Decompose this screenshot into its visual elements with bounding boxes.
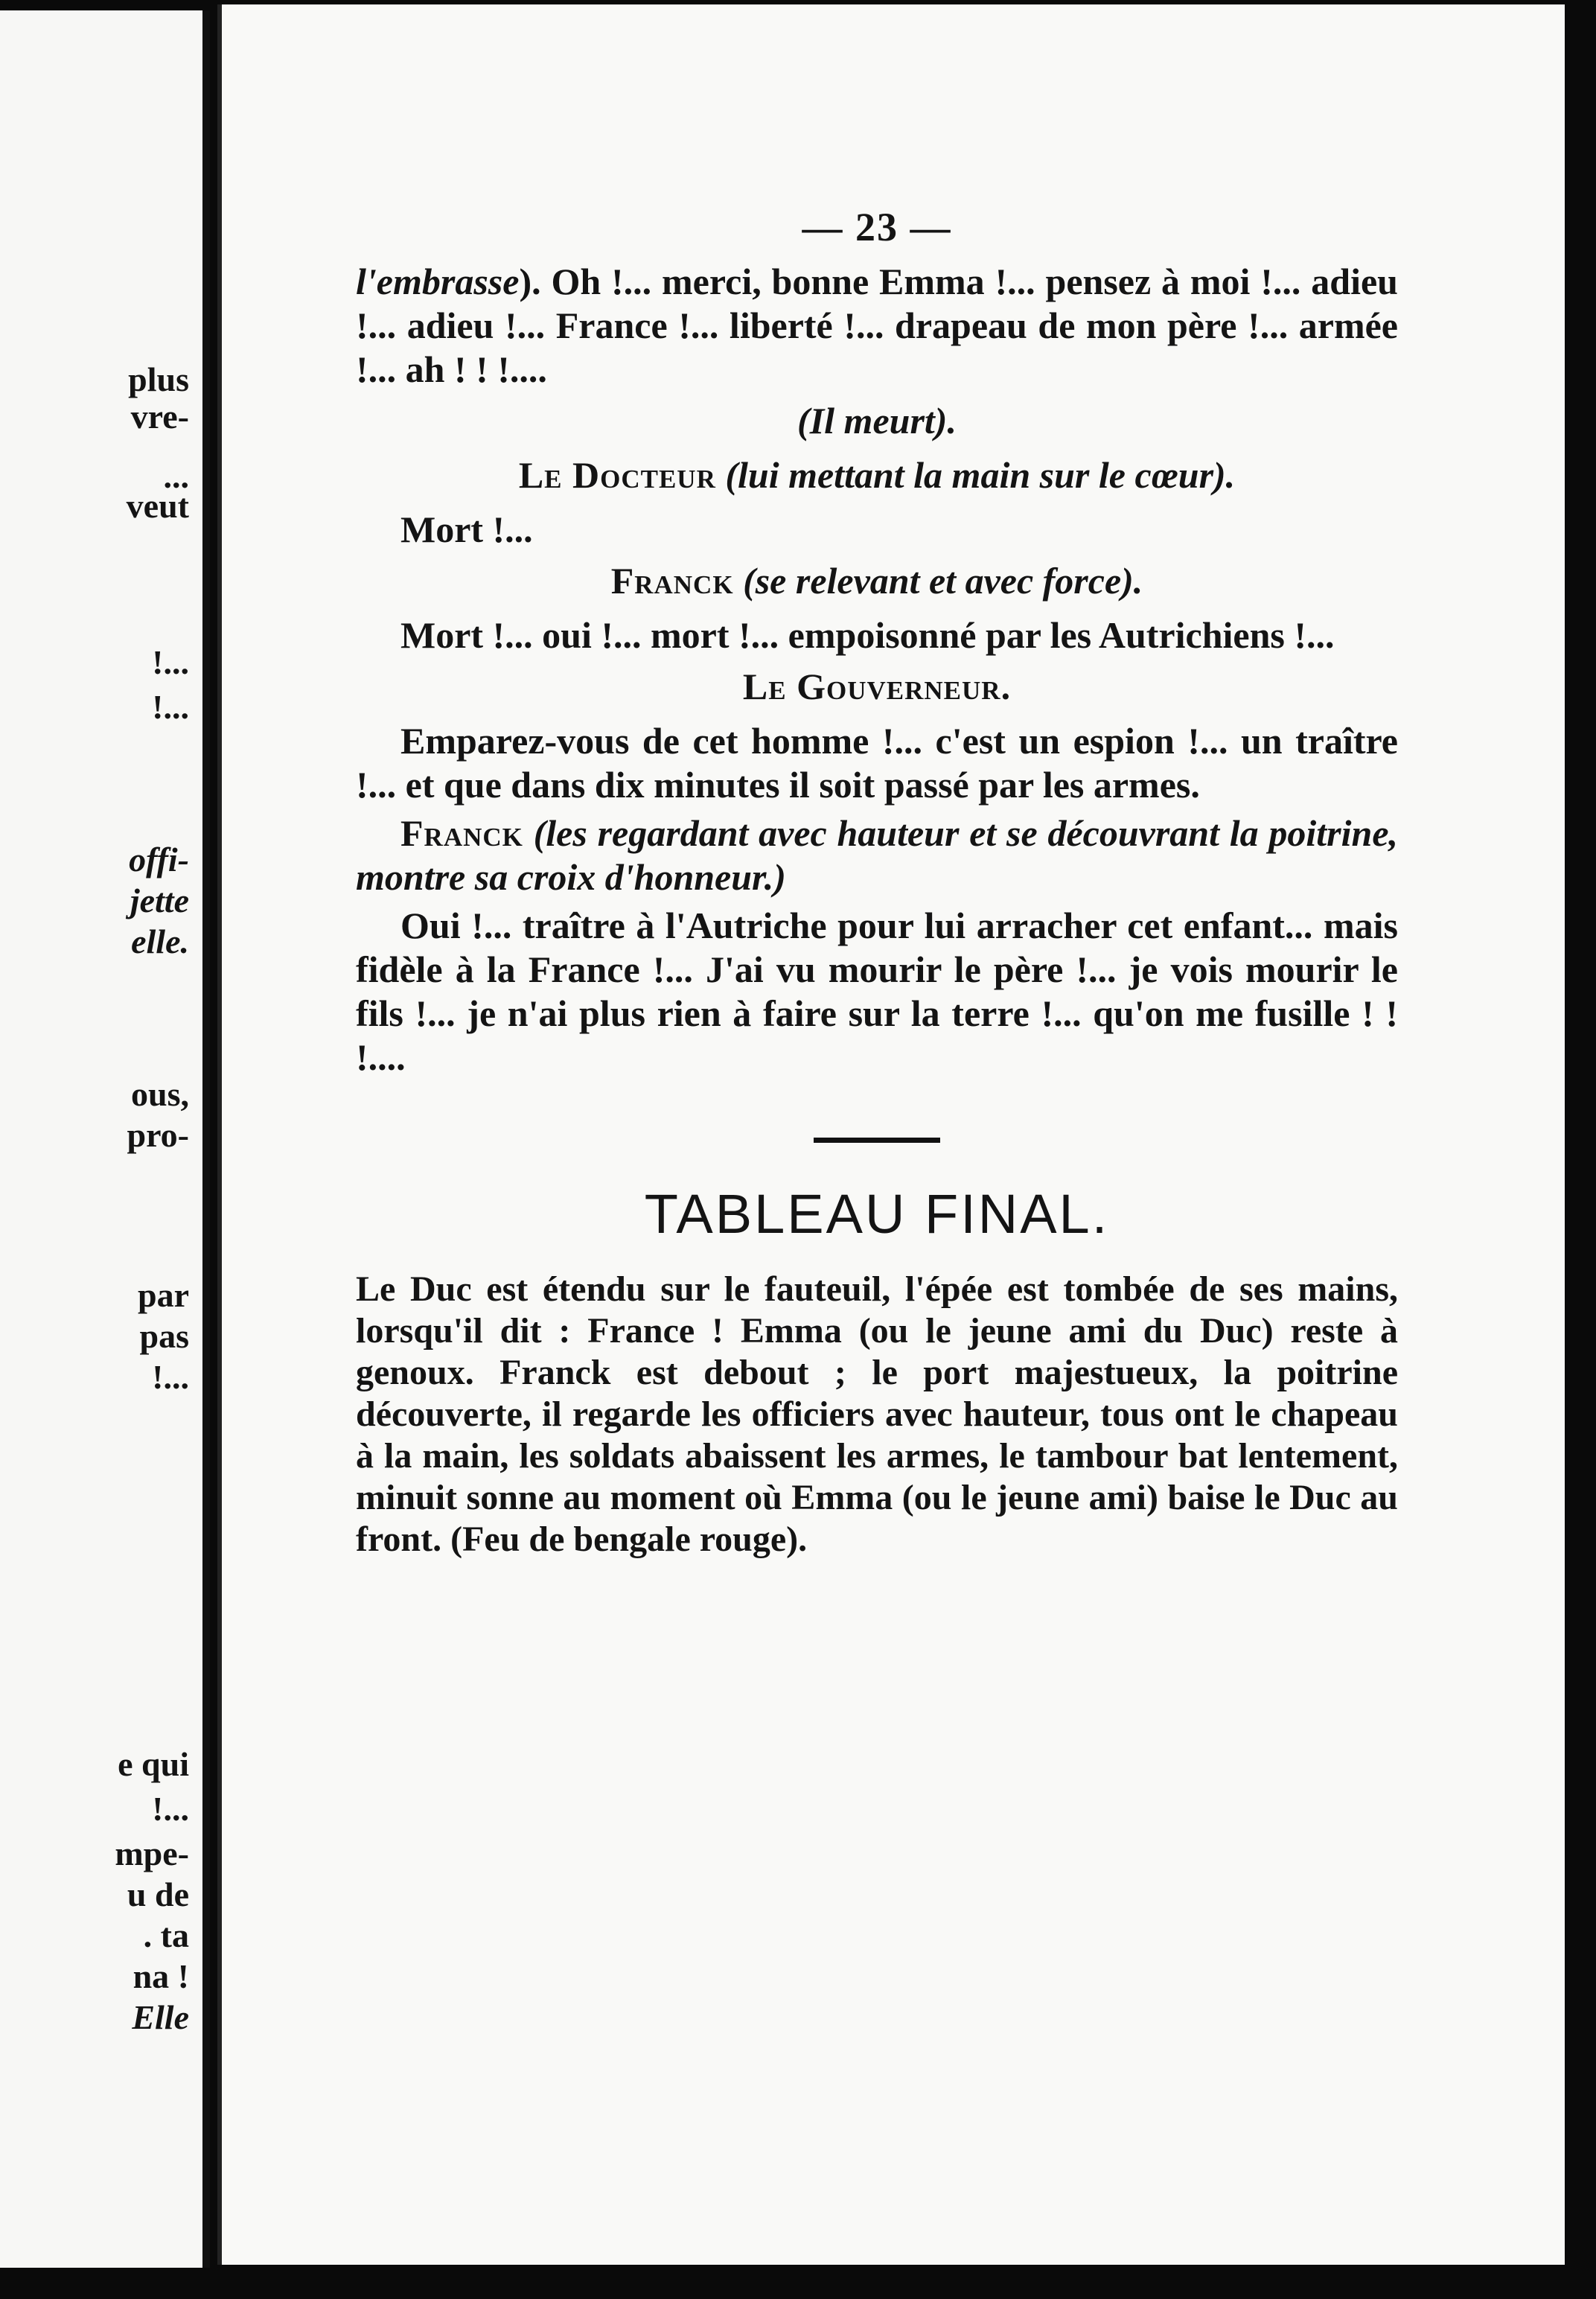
speaker-line-franck-2 xyxy=(356,811,1398,899)
left-page-fragment: plus xyxy=(128,360,189,398)
left-page-fragment: ous, xyxy=(131,1075,189,1113)
stage-direction-death: (Il meurt). xyxy=(797,400,957,441)
left-page-fragment: . ta xyxy=(143,1916,189,1954)
left-page-fragment: mpe- xyxy=(115,1834,189,1872)
scan-border-right xyxy=(1565,0,1596,2299)
stage-direction: l'embrasse xyxy=(356,261,520,302)
dialogue-franck-2: Oui !... traître à l'Autriche pour lui arracher cet enfant... mais fidèle à la France !... J'ai vu mourir le père !... je vois mourir le fils !... je n'ai plus rien à faire sur la terre !... qu'on me fusille ! ! !.... xyxy=(356,905,1398,1078)
page-number: — 23 — xyxy=(802,205,952,249)
dialogue-text: ). Oh !... merci, bonne Emma !... pensez à moi !... adieu !... adieu !... France !... liberté !... drapeau de mon père !... armée !... ah ! ! !.... xyxy=(356,261,1398,390)
speaker-line-docteur xyxy=(356,453,1398,497)
speaker-name: Franck xyxy=(610,560,734,602)
left-page-fragment: !... xyxy=(152,643,189,681)
previous-page-strip xyxy=(0,10,210,2268)
speaker-gouverneur: Le Gouverneur. xyxy=(742,666,1012,707)
left-page-fragment: vre- xyxy=(130,398,189,436)
speaker-name: Franck xyxy=(400,812,523,854)
left-page-fragment: e qui xyxy=(118,1745,189,1783)
left-page-fragment: !... xyxy=(152,1790,189,1828)
left-page-fragment: elle. xyxy=(131,922,189,960)
left-page-fragment: pas xyxy=(139,1317,189,1355)
left-page-fragment: veut xyxy=(126,487,189,525)
left-page-fragment: jette xyxy=(130,881,189,919)
speaker-line-franck-1 xyxy=(356,559,1398,603)
left-page-fragment: pro- xyxy=(127,1116,189,1154)
scan-border-bottom xyxy=(0,2268,1596,2299)
paragraph-1 xyxy=(356,260,1398,392)
section-rule xyxy=(814,1138,940,1143)
left-page-fragment: par xyxy=(138,1276,189,1314)
stage-direction: (se relevant et avec force). xyxy=(743,560,1143,602)
dialogue-docteur: Mort !... xyxy=(400,508,533,550)
stage-direction: (les regardant avec hauteur et se découvrant la poitrine, montre sa croix d'honneur.) xyxy=(356,812,1399,898)
speaker-name: Le Docteur xyxy=(518,454,716,496)
page-content xyxy=(356,205,1398,1560)
stage-direction: (lui mettant la main sur le cœur). xyxy=(725,454,1236,496)
left-page-fragment: !... xyxy=(152,688,189,726)
final-tableau-title: TABLEAU FINAL. xyxy=(644,1183,1110,1245)
final-tableau-text: Le Duc est étendu sur le fauteuil, l'épée est tombée de ses mains, lorsqu'il dit : France ! Emma (ou le jeune ami du Duc) reste à genoux. Franck est debout ; le port majestueux, la poitrine découverte, il regarde les officiers avec hauteur, tous ont le chapeau à la main, les soldats abaissent les armes, le tambour bat lentement, minuit sonne au moment où Emma (ou le jeune ami) baise le Duc au front. (Feu de bengale rouge). xyxy=(356,1269,1398,1559)
left-page-fragment: !... xyxy=(152,1358,189,1396)
left-page-fragment: ... xyxy=(163,457,189,495)
dialogue-gouverneur: Emparez-vous de cet homme !... c'est un espion !... un traître !... et que dans dix minutes il soit passé par les armes. xyxy=(356,720,1398,806)
left-page-fragment: Elle xyxy=(132,1998,189,2036)
dialogue-franck-1: Mort !... oui !... mort !... empoisonné par les Autrichiens !... xyxy=(400,614,1335,656)
left-page-fragment: u de xyxy=(127,1875,189,1913)
left-page-fragment: offi- xyxy=(129,841,189,879)
left-page-fragment: na ! xyxy=(133,1957,189,1995)
page xyxy=(217,4,1569,2265)
